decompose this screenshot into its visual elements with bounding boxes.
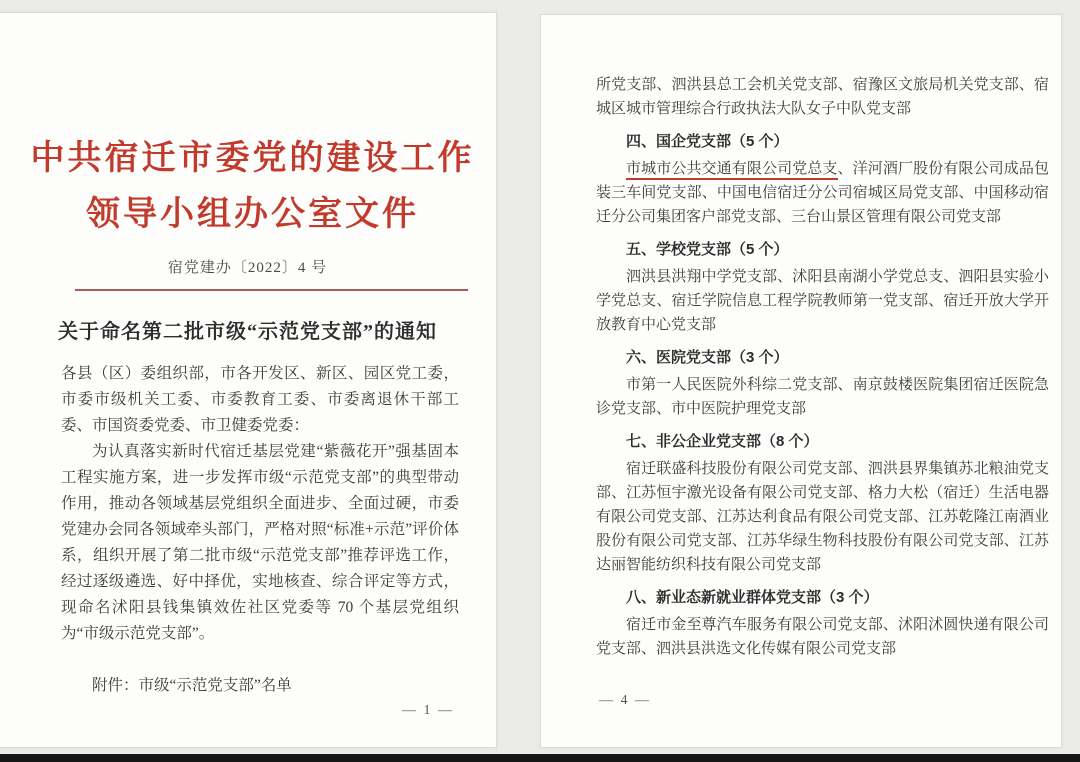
carryover-text: 所党支部、泗洪县总工会机关党支部、宿豫区文旅局机关党支部、宿城区城市管理综合行政执法大队女子中队党支部 [596, 77, 1049, 117]
section-body-schools: 泗洪县洪翔中学党支部、沭阳县南湖小学党总支、泗阳县实验小学党总支、宿迁学院信息工程学院教师第一党支部、宿迁开放大学开放教育中心党支部 [596, 269, 1049, 333]
section-heading-private: 七、非公企业党支部（8 个） [626, 433, 819, 450]
page-number-1: — 1 — [402, 703, 454, 718]
body-paragraph: 为认真落实新时代宿迁基层党建“紫薇花开”强基固本工程实施方案，进一步发挥市级“示范党支部”的典型带动作用，推动各领域基层党组织全面进步、全面过硬，市委党建办会同各领域牵头部门，严格对照“标准+示范”评价体系，组织开展了第二批市级“示范党支部”推荐评选工作，经过逐级遴选、好中择优，实地核查、综合评定等方式，现命名沭阳县钱集镇效佐社区党委等 70 个基层党组织为“市级示范党支部”。 [61, 443, 459, 642]
org-title-line1: 中共宿迁市委党的建设工作 [30, 140, 475, 177]
section-body-soe-rest: 、洋河酒厂股份有限公司成品包装三车间党支部、中国电信宿迁分公司宿城区局党支部、中国移动宿迁分公司集团客户部党支部、三台山景区管理有限公司党支部 [596, 161, 1049, 225]
doc-number: 宿党建办〔2022〕4 号 [167, 260, 328, 276]
page4-body [596, 73, 1049, 661]
section-heading-soe: 四、国企党支部（5 个） [626, 133, 789, 150]
org-title [19, 131, 486, 243]
section-body-private: 宿迁联盛科技股份有限公司党支部、泗洪县界集镇苏北粮油党支部、江苏恒宇激光设备有限公司党支部、格力大松（宿迁）生活电器有限公司党支部、江苏达利食品有限公司党支部、江苏乾隆江南酒业股份有限公司党支部、江苏华绿生物科技股份有限公司党支部、江苏达丽智能纺织科技有限公司党支部 [596, 461, 1049, 573]
document-page-1 [0, 12, 497, 748]
section-heading-hospitals: 六、医院党支部（3 个） [626, 349, 789, 366]
page-number-4: — 4 — [599, 693, 651, 708]
section-heading-new-industry: 八、新业态新就业群体党支部（3 个） [626, 589, 879, 606]
photo-bottom-edge [0, 754, 1080, 762]
doc-title: 关于命名第二批市级“示范党支部”的通知 [58, 321, 437, 343]
section-body-soe [596, 157, 1049, 229]
salutation: 各县（区）委组织部，市各开发区、新区、园区党工委，市委市级机关工委、市委教育工委、市委离退休干部工委、市国资委党委、市卫健委党委： [61, 365, 459, 434]
document-page-4 [540, 14, 1062, 748]
red-underlined-text: 市城市公共交通有限公司党总支 [626, 161, 838, 180]
attachment-line: 附件：市级“示范党支部”名单 [92, 677, 292, 694]
org-title-line2: 领导小组办公室文件 [86, 196, 419, 233]
page1-body [61, 361, 459, 699]
red-separator-line [75, 289, 468, 291]
section-body-new-industry: 宿迁市金至尊汽车服务有限公司党支部、沭阳沭圆快递有限公司党支部、泗洪县洪选文化传媒有限公司党支部 [596, 617, 1049, 657]
section-heading-schools: 五、学校党支部（5 个） [626, 241, 789, 258]
section-body-hospitals: 市第一人民医院外科综二党支部、南京鼓楼医院集团宿迁医院急诊党支部、市中医院护理党支部 [596, 377, 1049, 417]
